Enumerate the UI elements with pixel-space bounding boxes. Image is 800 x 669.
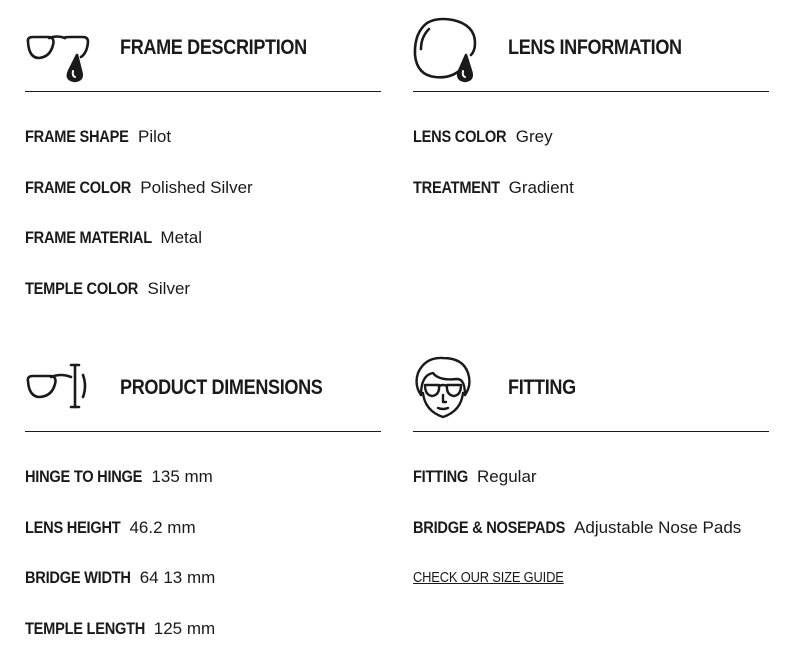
spec-value: 125 mm xyxy=(153,618,216,638)
spec-row-frame-material xyxy=(25,213,381,264)
spec-row-temple-color xyxy=(25,264,381,315)
lens-information-section xyxy=(413,15,769,213)
spec-row-hinge-to-hinge xyxy=(25,452,381,503)
spec-value: Gradient xyxy=(508,177,574,197)
spec-label: FRAME MATERIAL xyxy=(25,228,152,247)
spec-value: 135 mm xyxy=(151,467,213,486)
spec-row-treatment xyxy=(413,163,769,214)
face-with-glasses-icon xyxy=(413,355,485,423)
product-dimensions-section xyxy=(25,355,381,654)
fitting-header xyxy=(413,355,769,432)
lens-information-header xyxy=(413,15,769,92)
lens-drop-icon xyxy=(413,15,485,83)
spec-value: Regular xyxy=(477,467,537,486)
glasses-measure-icon xyxy=(25,355,97,423)
spec-label: LENS HEIGHT xyxy=(25,517,121,537)
spec-value: 64 13 mm xyxy=(139,568,216,587)
size-guide-row xyxy=(413,553,769,604)
spec-value: Polished Silver xyxy=(140,177,253,197)
spec-label: LENS COLOR xyxy=(413,127,507,146)
spec-label: TEMPLE COLOR xyxy=(25,278,139,298)
spec-row-lens-color xyxy=(413,112,769,163)
spec-row-fitting xyxy=(413,452,769,503)
product-dimensions-header xyxy=(25,355,381,432)
spec-value: Adjustable Nose Pads xyxy=(574,517,742,537)
fitting-section xyxy=(413,355,769,604)
section-title: FITTING xyxy=(508,376,576,399)
spec-label: BRIDGE WIDTH xyxy=(25,568,131,587)
frame-description-header xyxy=(25,15,381,92)
frame-description-section xyxy=(25,15,381,314)
spec-row-frame-shape xyxy=(25,112,381,163)
spec-value: Pilot xyxy=(138,127,172,146)
spec-value: Grey xyxy=(515,127,553,146)
spec-label: TEMPLE LENGTH xyxy=(25,618,146,638)
spec-label: HINGE TO HINGE xyxy=(25,467,143,486)
spec-label: FRAME COLOR xyxy=(25,177,131,197)
section-title: LENS INFORMATION xyxy=(508,36,682,59)
spec-value: 46.2 mm xyxy=(129,517,196,537)
spec-label: TREATMENT xyxy=(413,177,500,197)
spec-label: FITTING xyxy=(413,467,469,486)
spec-row-frame-color xyxy=(25,163,381,214)
aviator-glasses-drop-icon xyxy=(25,15,97,83)
spec-value: Silver xyxy=(147,278,191,298)
spec-label: FRAME SHAPE xyxy=(25,127,129,146)
spec-row-lens-height xyxy=(25,503,381,554)
section-title: PRODUCT DIMENSIONS xyxy=(120,376,323,399)
spec-row-bridge-width xyxy=(25,553,381,604)
spec-label: BRIDGE & NOSEPADS xyxy=(413,517,566,537)
section-title: FRAME DESCRIPTION xyxy=(120,36,307,59)
spec-row-temple-length xyxy=(25,604,381,655)
spec-value: Metal xyxy=(160,228,202,247)
size-guide-link[interactable]: CHECK OUR SIZE GUIDE xyxy=(413,569,564,586)
spec-row-bridge-nosepads xyxy=(413,503,769,554)
